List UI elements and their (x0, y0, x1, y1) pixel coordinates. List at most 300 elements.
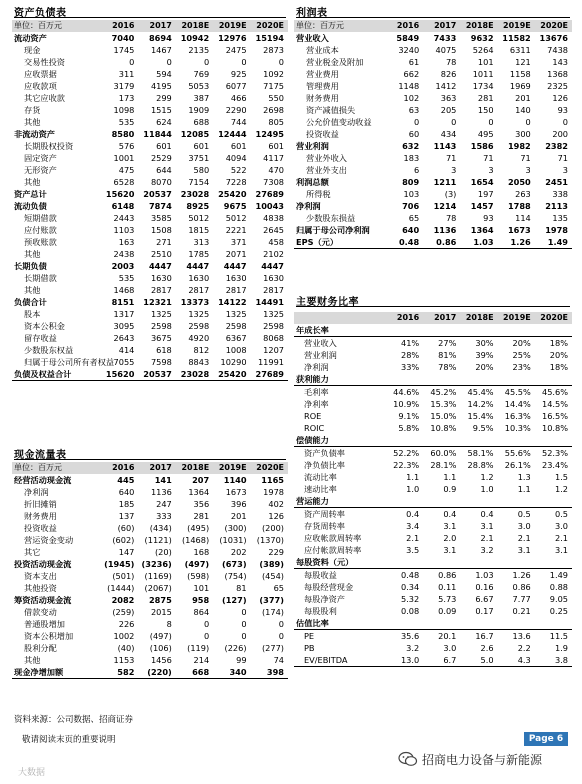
row-value: 1.3 (517, 472, 531, 482)
row-value: 63 (408, 105, 420, 115)
row-value: 1.49 (535, 236, 572, 249)
row-value: 1.26 (498, 236, 535, 249)
row-value: 8 (166, 619, 172, 629)
row-label: 其他 (24, 285, 41, 295)
row-value: 0 (525, 117, 531, 127)
table-row (12, 666, 288, 679)
row-value: 2102 (263, 249, 284, 259)
row-value: 8694 (148, 33, 172, 43)
row-value: 2.1 (517, 533, 531, 543)
row-label: 投资收益 (306, 129, 339, 139)
row-value: 1325 (188, 309, 210, 319)
row-value: 14491 (255, 297, 284, 307)
row-value: 644 (156, 165, 172, 175)
row-value: 396 (230, 499, 247, 509)
row-value: 201 (515, 93, 531, 103)
row-value: 1.2 (480, 472, 494, 482)
table-row (294, 508, 572, 521)
table-row (12, 224, 288, 236)
row-label: 财务费用 (24, 511, 57, 521)
row-value: 809 (402, 177, 420, 187)
row-value: 6311 (509, 45, 531, 55)
row-value: 0.25 (549, 606, 568, 616)
row-value: (377) (259, 595, 284, 605)
row-value: 23028 (180, 189, 210, 199)
row-value: 58.1% (467, 448, 494, 458)
row-value: 0.21 (512, 606, 531, 616)
row-value: 601 (268, 141, 284, 151)
row-value: (497) (149, 631, 172, 641)
row-value: 71 (520, 153, 531, 163)
row-value: (434) (149, 523, 172, 533)
table-row (294, 642, 572, 654)
row-value: 2817 (263, 285, 284, 295)
row-value: 7308 (263, 177, 284, 187)
row-value: 2875 (148, 595, 172, 605)
year-header: 2016 (386, 312, 423, 324)
row-value: 2451 (545, 177, 568, 187)
row-value: 20% (475, 362, 494, 372)
row-label: 其他 (24, 249, 41, 259)
row-value: 356 (193, 499, 210, 509)
row-value: 1815 (188, 225, 210, 235)
table-row (12, 236, 288, 248)
row-value: 688 (193, 117, 210, 127)
row-value: 1673 (507, 225, 531, 235)
year-header: 2020E (251, 20, 288, 32)
table-row (12, 212, 288, 224)
row-value: 2325 (547, 81, 568, 91)
ratio-group-spacer (535, 373, 572, 386)
row-value: (40) (117, 643, 135, 653)
row-value: 1002 (113, 631, 135, 641)
row-value: 147 (118, 547, 135, 557)
row-value: (3) (444, 189, 457, 199)
row-value: 55.6% (504, 448, 531, 458)
ratio-group-spacer (535, 495, 572, 508)
row-value: 1734 (472, 81, 494, 91)
row-value: 338 (552, 189, 568, 199)
row-value: 205 (440, 105, 457, 115)
row-value: 475 (118, 165, 135, 175)
row-value: 4094 (225, 153, 247, 163)
row-value: 20% (512, 338, 531, 348)
row-value: 14.4% (504, 399, 531, 409)
row-value: (60) (117, 523, 135, 533)
row-value: 15.3% (430, 399, 457, 409)
row-value: 640 (118, 487, 135, 497)
row-value: 2.1 (554, 533, 568, 543)
row-value: 371 (230, 237, 247, 247)
row-value: 3751 (188, 153, 210, 163)
row-label: 固定资产 (24, 153, 57, 163)
row-label: 筹资活动现金流 (14, 595, 72, 605)
row-value: 1158 (509, 69, 531, 79)
row-value: 281 (193, 511, 210, 521)
row-value: 2071 (225, 249, 247, 259)
table-row (294, 176, 572, 188)
page-number-badge: Page 6 (524, 732, 568, 746)
row-value: 3 (488, 165, 494, 175)
row-value: 5.8% (398, 423, 420, 433)
row-value: 20537 (138, 368, 175, 381)
table-row (12, 272, 288, 284)
year-header: 2020E (251, 462, 288, 474)
row-value: 26.1% (504, 460, 531, 470)
row-value: 163 (118, 237, 135, 247)
year-header: 2019E (498, 312, 535, 324)
row-value: 1785 (188, 249, 210, 259)
row-value: 706 (402, 201, 420, 211)
row-value: 4195 (150, 81, 172, 91)
row-value: 1364 (188, 487, 210, 497)
row-value: 10290 (220, 357, 247, 367)
header-row (294, 20, 572, 32)
ratio-group-spacer (460, 556, 497, 569)
ratio-group-spacer (460, 617, 497, 630)
table-row (294, 361, 572, 373)
row-value: 2.1 (480, 533, 494, 543)
row-value: 0.48 (400, 570, 420, 580)
ratio-group-spacer (460, 495, 497, 508)
ratio-group-spacer (460, 434, 497, 447)
row-label: 营业收入 (296, 33, 329, 43)
row-value: 576 (118, 141, 135, 151)
row-value: 2529 (150, 153, 172, 163)
table-row (294, 44, 572, 56)
row-value: 1.26 (512, 570, 531, 580)
row-value: 812 (193, 345, 210, 355)
row-value: 744 (230, 117, 247, 127)
row-label: 净负债比率 (304, 460, 345, 470)
year-header: 2019E (498, 20, 535, 32)
row-value: 0 (166, 57, 172, 67)
row-value: 14.2% (467, 399, 494, 409)
row-value: 1103 (113, 225, 135, 235)
row-value: 0 (241, 57, 247, 67)
row-value: 2.6 (480, 643, 494, 653)
row-value: 15194 (255, 33, 284, 43)
row-value: 1788 (507, 201, 531, 211)
row-value: 10.8% (541, 423, 568, 433)
table-row (294, 471, 572, 483)
table-row (12, 116, 288, 128)
year-header: 2019E (213, 462, 250, 474)
row-value: 522 (230, 165, 247, 175)
row-value: 434 (440, 129, 457, 139)
row-value: 18% (549, 362, 568, 372)
table-row (294, 605, 572, 617)
row-value: 1.1 (406, 472, 420, 482)
row-label: 营业收入 (304, 338, 337, 348)
row-value: (389) (259, 559, 284, 569)
ratio-group-row (294, 495, 572, 508)
row-label: 无形资产 (24, 165, 57, 175)
row-value: 12976 (218, 33, 247, 43)
row-value: 2598 (150, 321, 172, 331)
ratio-group-spacer (498, 324, 535, 337)
row-value: 1673 (225, 487, 247, 497)
row-value: 1165 (261, 475, 284, 485)
row-value: 9.1% (398, 411, 420, 421)
row-value: 6077 (225, 81, 247, 91)
table-row (12, 164, 288, 176)
row-value: 6528 (113, 177, 135, 187)
row-value: (454) (261, 571, 284, 581)
row-value: 2221 (225, 225, 247, 235)
row-label: 长期借款 (24, 273, 57, 283)
row-value: 207 (192, 475, 210, 485)
row-label: 负债合计 (14, 297, 47, 307)
row-value: 1467 (150, 45, 172, 55)
row-value: 7.77 (512, 594, 531, 604)
row-value: 44.6% (393, 387, 420, 397)
source-note: 资料来源：公司数据、招商证券 (14, 715, 134, 725)
row-value: (2067) (144, 583, 172, 593)
row-label: 负债及权益合计 (12, 368, 101, 381)
row-value: 168 (193, 547, 210, 557)
table-row (12, 606, 288, 618)
year-header: 2017 (138, 20, 175, 32)
row-value: 2438 (113, 249, 135, 259)
row-value: 16.3% (504, 411, 531, 421)
row-value: 1.1 (443, 472, 457, 482)
ratio-group-spacer (386, 324, 423, 337)
row-value: 3.2 (480, 545, 494, 555)
row-label: 流动比率 (304, 472, 337, 482)
row-value: 0 (278, 619, 284, 629)
row-value: 18% (549, 338, 568, 348)
row-value: 2817 (188, 285, 210, 295)
row-value: 20537 (143, 189, 172, 199)
row-value: 27% (438, 338, 457, 348)
row-value: 2598 (188, 321, 210, 331)
wechat-account-name: 招商电力设备与新能源 (422, 753, 543, 767)
row-label: 非流动资产 (14, 129, 55, 139)
row-value: 12085 (180, 129, 210, 139)
row-value: (174) (261, 607, 284, 617)
row-value: 229 (268, 547, 284, 557)
row-value: (127) (221, 595, 247, 605)
table-row (294, 164, 572, 176)
row-value: 28% (400, 350, 420, 360)
table-row (294, 56, 572, 68)
row-value: (754) (224, 571, 247, 581)
row-value: 1909 (188, 105, 210, 115)
table-row (294, 349, 572, 361)
row-value: 414 (118, 345, 135, 355)
row-value: 4117 (263, 153, 284, 163)
row-value: 0.4 (406, 509, 420, 519)
row-value: 1.49 (549, 570, 568, 580)
ratio-group-spacer (386, 373, 423, 386)
row-label: 毛利率 (304, 387, 329, 397)
row-value: 311 (118, 69, 135, 79)
row-value: 864 (193, 607, 210, 617)
row-value: 23% (512, 362, 531, 372)
row-value: 6367 (225, 333, 247, 343)
disclaimer-note: 敬请阅读末页的重要说明 (22, 735, 116, 745)
row-value: 535 (118, 273, 135, 283)
row-value: 1654 (470, 177, 494, 187)
row-value: 11991 (257, 357, 284, 367)
row-value: 16.5% (541, 411, 568, 421)
row-label: 资产负债率 (304, 448, 345, 458)
header-row (12, 20, 288, 32)
row-value: 9.5% (472, 423, 494, 433)
row-label: PB (304, 643, 315, 653)
row-value: 0 (451, 117, 457, 127)
row-label: 每股股利 (304, 606, 337, 616)
row-value: 173 (118, 93, 135, 103)
row-value: 13.6 (512, 631, 531, 641)
row-value: 1.03 (475, 570, 494, 580)
row-value: 35.6 (400, 631, 420, 641)
row-value: 65 (408, 213, 420, 223)
row-value: 3 (451, 165, 457, 175)
row-value: 3.0 (443, 643, 457, 653)
table-row (294, 520, 572, 532)
row-value: (300) (224, 523, 247, 533)
row-value: 1468 (113, 285, 135, 295)
row-value: 0 (413, 117, 420, 127)
table-row (294, 236, 572, 249)
row-value: 71 (557, 153, 568, 163)
ratio-group-label: 获利能力 (294, 373, 386, 386)
year-header: 2018E (176, 462, 213, 474)
row-value: 1.03 (460, 236, 497, 249)
row-value: 2003 (111, 261, 135, 271)
table-row (294, 386, 572, 399)
row-value: 3.1 (443, 545, 457, 555)
row-value: 3.8 (535, 654, 572, 667)
row-value: 5.32 (400, 594, 420, 604)
row-value: 197 (477, 189, 494, 199)
row-label: 财务费用 (306, 93, 339, 103)
ratio-group-spacer (535, 617, 572, 630)
row-label: 普通股增加 (24, 619, 65, 629)
table-row (12, 618, 288, 630)
row-value: 4447 (186, 261, 210, 271)
table-row (12, 188, 288, 200)
row-value: 11844 (143, 129, 172, 139)
row-value: 4.3 (498, 654, 535, 667)
table-row (12, 68, 288, 80)
table-row (294, 581, 572, 593)
row-value: 20% (549, 350, 568, 360)
row-label: 长期负债 (14, 261, 47, 271)
row-value: 0.11 (438, 582, 457, 592)
table-row (12, 630, 288, 642)
row-label: 资产总计 (14, 189, 47, 199)
row-label: 归属于母公司所有者权益 (24, 357, 115, 367)
row-label: 净利率 (304, 399, 329, 409)
year-header: 2020E (535, 20, 572, 32)
ratio-group-spacer (423, 373, 460, 386)
table-row (12, 534, 288, 546)
row-value: 3 (562, 165, 568, 175)
table-row (12, 260, 288, 272)
row-value: 958 (192, 595, 210, 605)
row-value: 22.3% (393, 460, 420, 470)
row-value: 0.86 (438, 570, 457, 580)
row-value: 1508 (150, 225, 172, 235)
row-value: (277) (261, 643, 284, 653)
row-value: 9675 (223, 201, 247, 211)
row-value: 126 (552, 93, 568, 103)
row-label: 应收帐款周转率 (304, 533, 362, 543)
row-value: 4075 (435, 45, 457, 55)
row-value: 23.4% (541, 460, 568, 470)
row-value: 2290 (225, 105, 247, 115)
row-label: ROE (304, 411, 322, 421)
row-label: PE (304, 631, 315, 641)
row-value: 41% (400, 338, 420, 348)
balance-sheet-table (12, 20, 288, 381)
row-value: 28.1% (430, 460, 457, 470)
row-label: 资产周转率 (304, 509, 345, 519)
row-value: 33% (400, 362, 420, 372)
row-value: 2015 (150, 607, 172, 617)
row-value: 12495 (255, 129, 284, 139)
row-value: 15620 (101, 368, 138, 381)
row-value: 8151 (111, 297, 135, 307)
table-row (294, 104, 572, 116)
table-row (12, 582, 288, 594)
row-value: 3179 (113, 81, 135, 91)
row-value: 7055 (113, 357, 135, 367)
table-row (12, 296, 288, 308)
row-label: 营业外收入 (306, 153, 347, 163)
row-label: 少数股东损益 (306, 213, 356, 223)
row-label: 长期股权投资 (24, 141, 74, 151)
row-label: 投资收益 (24, 523, 57, 533)
income-statement-table (294, 20, 572, 249)
row-value: 2873 (263, 45, 284, 55)
row-value: 8925 (186, 201, 210, 211)
row-value: 135 (552, 213, 568, 223)
row-value: 601 (156, 141, 172, 151)
row-value: 13373 (180, 297, 210, 307)
row-value: 263 (515, 189, 531, 199)
row-value: 27689 (255, 189, 284, 199)
table-row (12, 44, 288, 56)
row-value: 9.05 (549, 594, 568, 604)
year-header: 2016 (101, 462, 138, 474)
row-value: 0.48 (386, 236, 423, 249)
row-value: 12444 (218, 129, 247, 139)
row-value: 3.1 (480, 521, 494, 531)
row-value: 2510 (150, 249, 172, 259)
row-value: 27689 (251, 368, 288, 381)
row-label: 利润总额 (296, 177, 329, 187)
row-value: 1325 (225, 309, 247, 319)
row-value: 333 (156, 511, 172, 521)
table-row (294, 459, 572, 471)
row-value: 1325 (150, 309, 172, 319)
row-value: 2.0 (443, 533, 457, 543)
row-label: 净利润 (304, 362, 329, 372)
table-row (294, 80, 572, 92)
row-label: 营业税金及附加 (306, 57, 364, 67)
ratio-group-spacer (460, 324, 497, 337)
ratio-group-spacer (423, 556, 460, 569)
row-value: 7228 (225, 177, 247, 187)
row-value: 0 (278, 631, 284, 641)
row-value: (598) (187, 571, 210, 581)
row-value: 52.2% (393, 448, 420, 458)
row-label: ROIC (304, 423, 325, 433)
